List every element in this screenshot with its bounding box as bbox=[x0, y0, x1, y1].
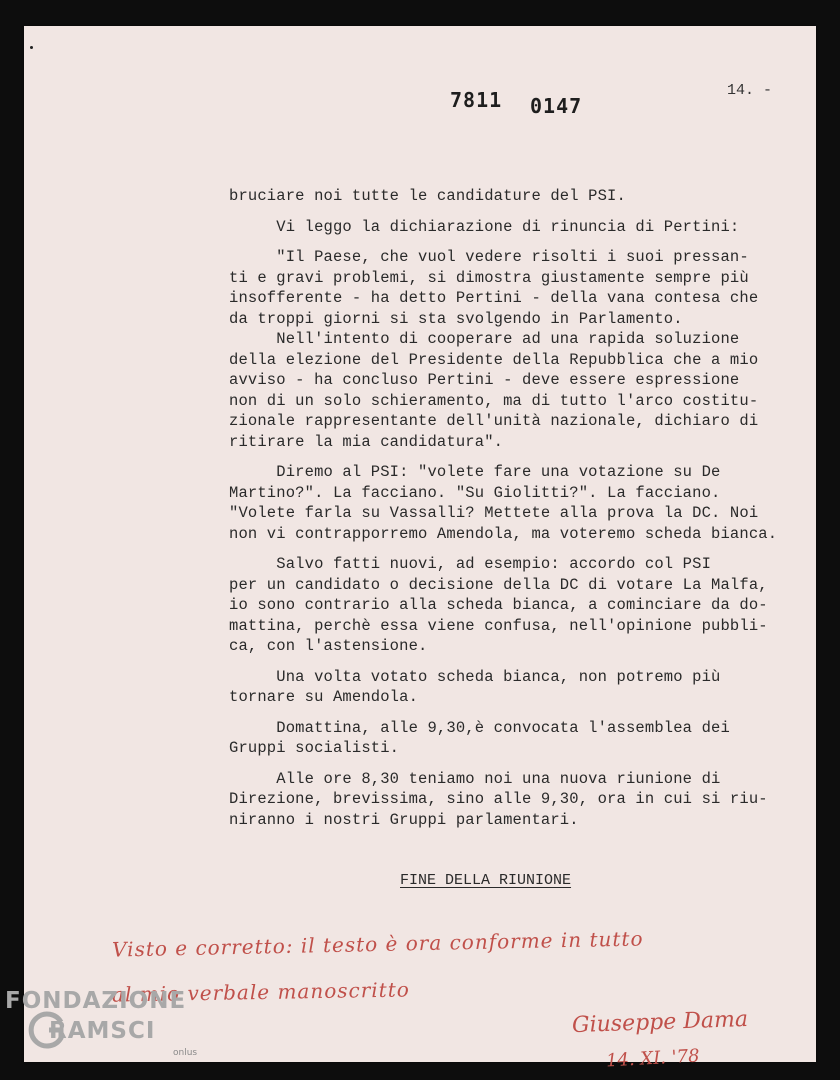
text-line: insofferente - ha detto Pertini - della vana contesa che bbox=[229, 289, 759, 307]
watermark-line-1: FONDAZIONE bbox=[5, 988, 187, 1014]
text-line: non di un solo schieramento, ma di tutto l'arco costitu- bbox=[229, 391, 759, 410]
text-line: Vi leggo la dichiarazione di rinuncia di Pertini: bbox=[229, 217, 740, 236]
text-line: tornare su Amendola. bbox=[229, 688, 419, 706]
text-line: zionale rappresentante dell'unità nazionale, dichiaro di bbox=[229, 412, 759, 430]
text-line: Diremo al PSI: "volete fare una votazione su De bbox=[229, 463, 721, 481]
stamp-number-1: 7811 bbox=[450, 88, 503, 112]
text-line: niranno i nostri Gruppi parlamentari. bbox=[229, 810, 579, 829]
text-line: io sono contrario alla scheda bianca, a cominciare da do- bbox=[229, 596, 768, 614]
paragraph-gap bbox=[229, 452, 809, 462]
margin-dot bbox=[30, 46, 33, 49]
text-line: per un candidato o decisione della DC di votare La Malfa, bbox=[229, 575, 768, 594]
text-line: Domattina, alle 9,30,è convocata l'assemblea dei bbox=[229, 718, 730, 737]
text-line: ti e gravi problemi, si dimostra giustamente sempre più bbox=[229, 268, 749, 287]
handwritten-note-line-2: al mio verbale manoscritto bbox=[111, 977, 410, 1007]
text-line: mattina, perchè essa viene confusa, nell'opinione pubbli- bbox=[229, 616, 768, 635]
fondazione-gramsci-watermark bbox=[5, 988, 220, 1068]
handwritten-signature: Giuseppe Dama bbox=[571, 1006, 749, 1039]
text-line: della elezione del Presidente della Repubblica che a mio bbox=[229, 350, 759, 369]
text-line: Salvo fatti nuovi, ad esempio: accordo col PSI bbox=[229, 555, 712, 573]
paragraph-gap bbox=[229, 759, 809, 769]
stamp-number-2: 0147 bbox=[530, 94, 583, 118]
document-page bbox=[24, 26, 816, 1072]
paragraph-gap bbox=[229, 237, 809, 247]
text-line: da troppi giorni si sta svolgendo in Parlamento. bbox=[229, 309, 683, 328]
text-line: ritirare la mia candidatura". bbox=[229, 432, 504, 451]
paragraph-gap bbox=[229, 207, 809, 217]
typed-text-body bbox=[229, 186, 809, 830]
text-line: Gruppi socialisti. bbox=[229, 739, 400, 757]
text-line: bruciare noi tutte le candidature del PSI. bbox=[229, 187, 626, 205]
end-of-meeting-title: FINE DELLA RIUNIONE bbox=[400, 872, 572, 889]
text-line: avviso - ha concluso Pertini - deve essere espressione bbox=[229, 371, 740, 389]
paragraph-gap bbox=[229, 544, 809, 554]
text-line: Martino?". La facciano. "Su Giolitti?". La facciano. bbox=[229, 483, 721, 502]
text-line: Una volta votato scheda bianca, non potremo più bbox=[229, 667, 721, 686]
paragraph-gap bbox=[229, 657, 809, 667]
paragraph-gap bbox=[229, 708, 809, 718]
text-line: Direzione, brevissima, sino alle 9,30, ora in cui si riu- bbox=[229, 790, 768, 808]
text-line: ca, con l'astensione. bbox=[229, 637, 428, 655]
text-line: "Il Paese, che vuol vedere risolti i suoi pressan- bbox=[229, 248, 749, 266]
text-line: "Volete farla su Vassalli? Mettete alla prova la DC. Noi bbox=[229, 504, 759, 522]
page-number: 14. - bbox=[727, 82, 773, 99]
text-line: non vi contrapporremo Amendola, ma voteremo scheda bianca. bbox=[229, 524, 778, 543]
text-line: Nell'intento di cooperare ad una rapida soluzione bbox=[229, 330, 740, 348]
watermark-line-3: onlus bbox=[173, 1048, 198, 1058]
text-line: Alle ore 8,30 teniamo noi una nuova riunione di bbox=[229, 769, 721, 788]
handwritten-date: 14. XI. '78 bbox=[605, 1045, 701, 1072]
handwritten-note-line-1: Visto e corretto: il testo è ora conforme in tutto bbox=[111, 926, 644, 962]
watermark-line-2: RAMSCI bbox=[49, 1018, 156, 1044]
